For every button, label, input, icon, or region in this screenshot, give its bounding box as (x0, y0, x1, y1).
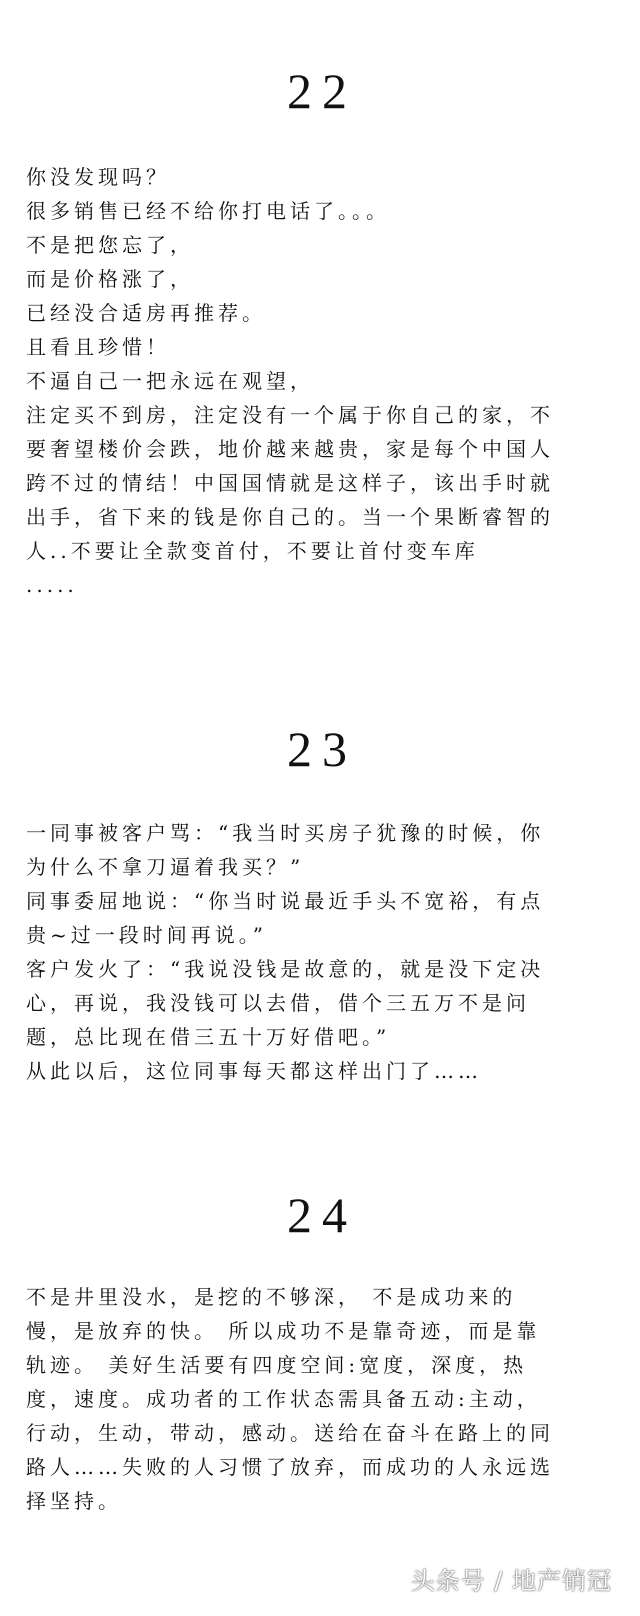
text-line: 行动，生动，带动，感动。送给在奋斗在路上的同 (26, 1421, 554, 1445)
text-line: 不是把您忘了， (26, 233, 194, 257)
section-body (26, 160, 618, 602)
section-number: 23 (287, 721, 357, 777)
text-line: 人..不要让全款变首付，不要让首付变车库 (26, 539, 479, 563)
text-line: 轨迹。 美好生活要有四度空间:宽度，深度，热 (26, 1353, 528, 1377)
text-line: 度，速度。成功者的工作状态需具备五动:主动， (26, 1387, 541, 1411)
text-line: 且看且珍惜！ (26, 335, 170, 359)
text-line: 慢，是放弃的快。 所以成功不是靠奇迹，而是靠 (26, 1319, 541, 1343)
text-line: ..... (26, 573, 78, 597)
text-line: 题，总比现在借三五十万好借吧。” (26, 1025, 391, 1049)
section-body (26, 816, 618, 1088)
text-line: 跨不过的情结！中国国情就是这样子，该出手时就 (26, 471, 554, 495)
section-number: 24 (287, 1187, 357, 1243)
text-line: 择坚持。 (26, 1489, 122, 1513)
text-line: 从此以后，这位同事每天都这样出门了…… (26, 1059, 482, 1083)
text-line: 要奢望楼价会跌，地价越来越贵，家是每个中国人 (26, 437, 554, 461)
text-line: 出手，省下来的钱是你自己的。当一个果断睿智的 (26, 505, 554, 529)
section-22 (26, 63, 618, 602)
text-line: 同事委屈地说：“你当时说最近手头不宽裕，有点 (26, 889, 545, 913)
text-line: 路人……失败的人习惯了放弃，而成功的人永远选 (26, 1455, 554, 1479)
watermark: 头条号 / 地产销冠 (410, 1567, 612, 1595)
text-line: 很多销售已经不给你打电话了。。。 (26, 199, 390, 223)
text-line: 不是井里没水，是挖的不够深， 不是成功来的 (26, 1285, 517, 1309)
text-line: 不逼自己一把永远在观望， (26, 369, 314, 393)
section-body (26, 1280, 618, 1518)
text-line: 心，再说，我没钱可以去借，借个三五万不是问 (26, 991, 530, 1015)
section-24 (26, 1187, 618, 1518)
text-line: 客户发火了：“我说没钱是故意的，就是没下定决 (26, 957, 545, 981)
text-line: 为什么不拿刀逼着我买？” (26, 855, 305, 879)
section-23 (26, 721, 618, 1088)
text-line: 一同事被客户骂：“我当时买房子犹豫的时候，你 (26, 821, 545, 845)
text-line: 而是价格涨了， (26, 267, 194, 291)
section-number: 22 (287, 63, 357, 119)
text-line: 注定买不到房，注定没有一个属于你自己的家，不 (26, 403, 554, 427)
text-line: 已经没合适房再推荐。 (26, 301, 266, 325)
text-line: 贵~过一段时间再说。” (26, 923, 267, 947)
text-line: 你没发现吗？ (26, 165, 170, 189)
